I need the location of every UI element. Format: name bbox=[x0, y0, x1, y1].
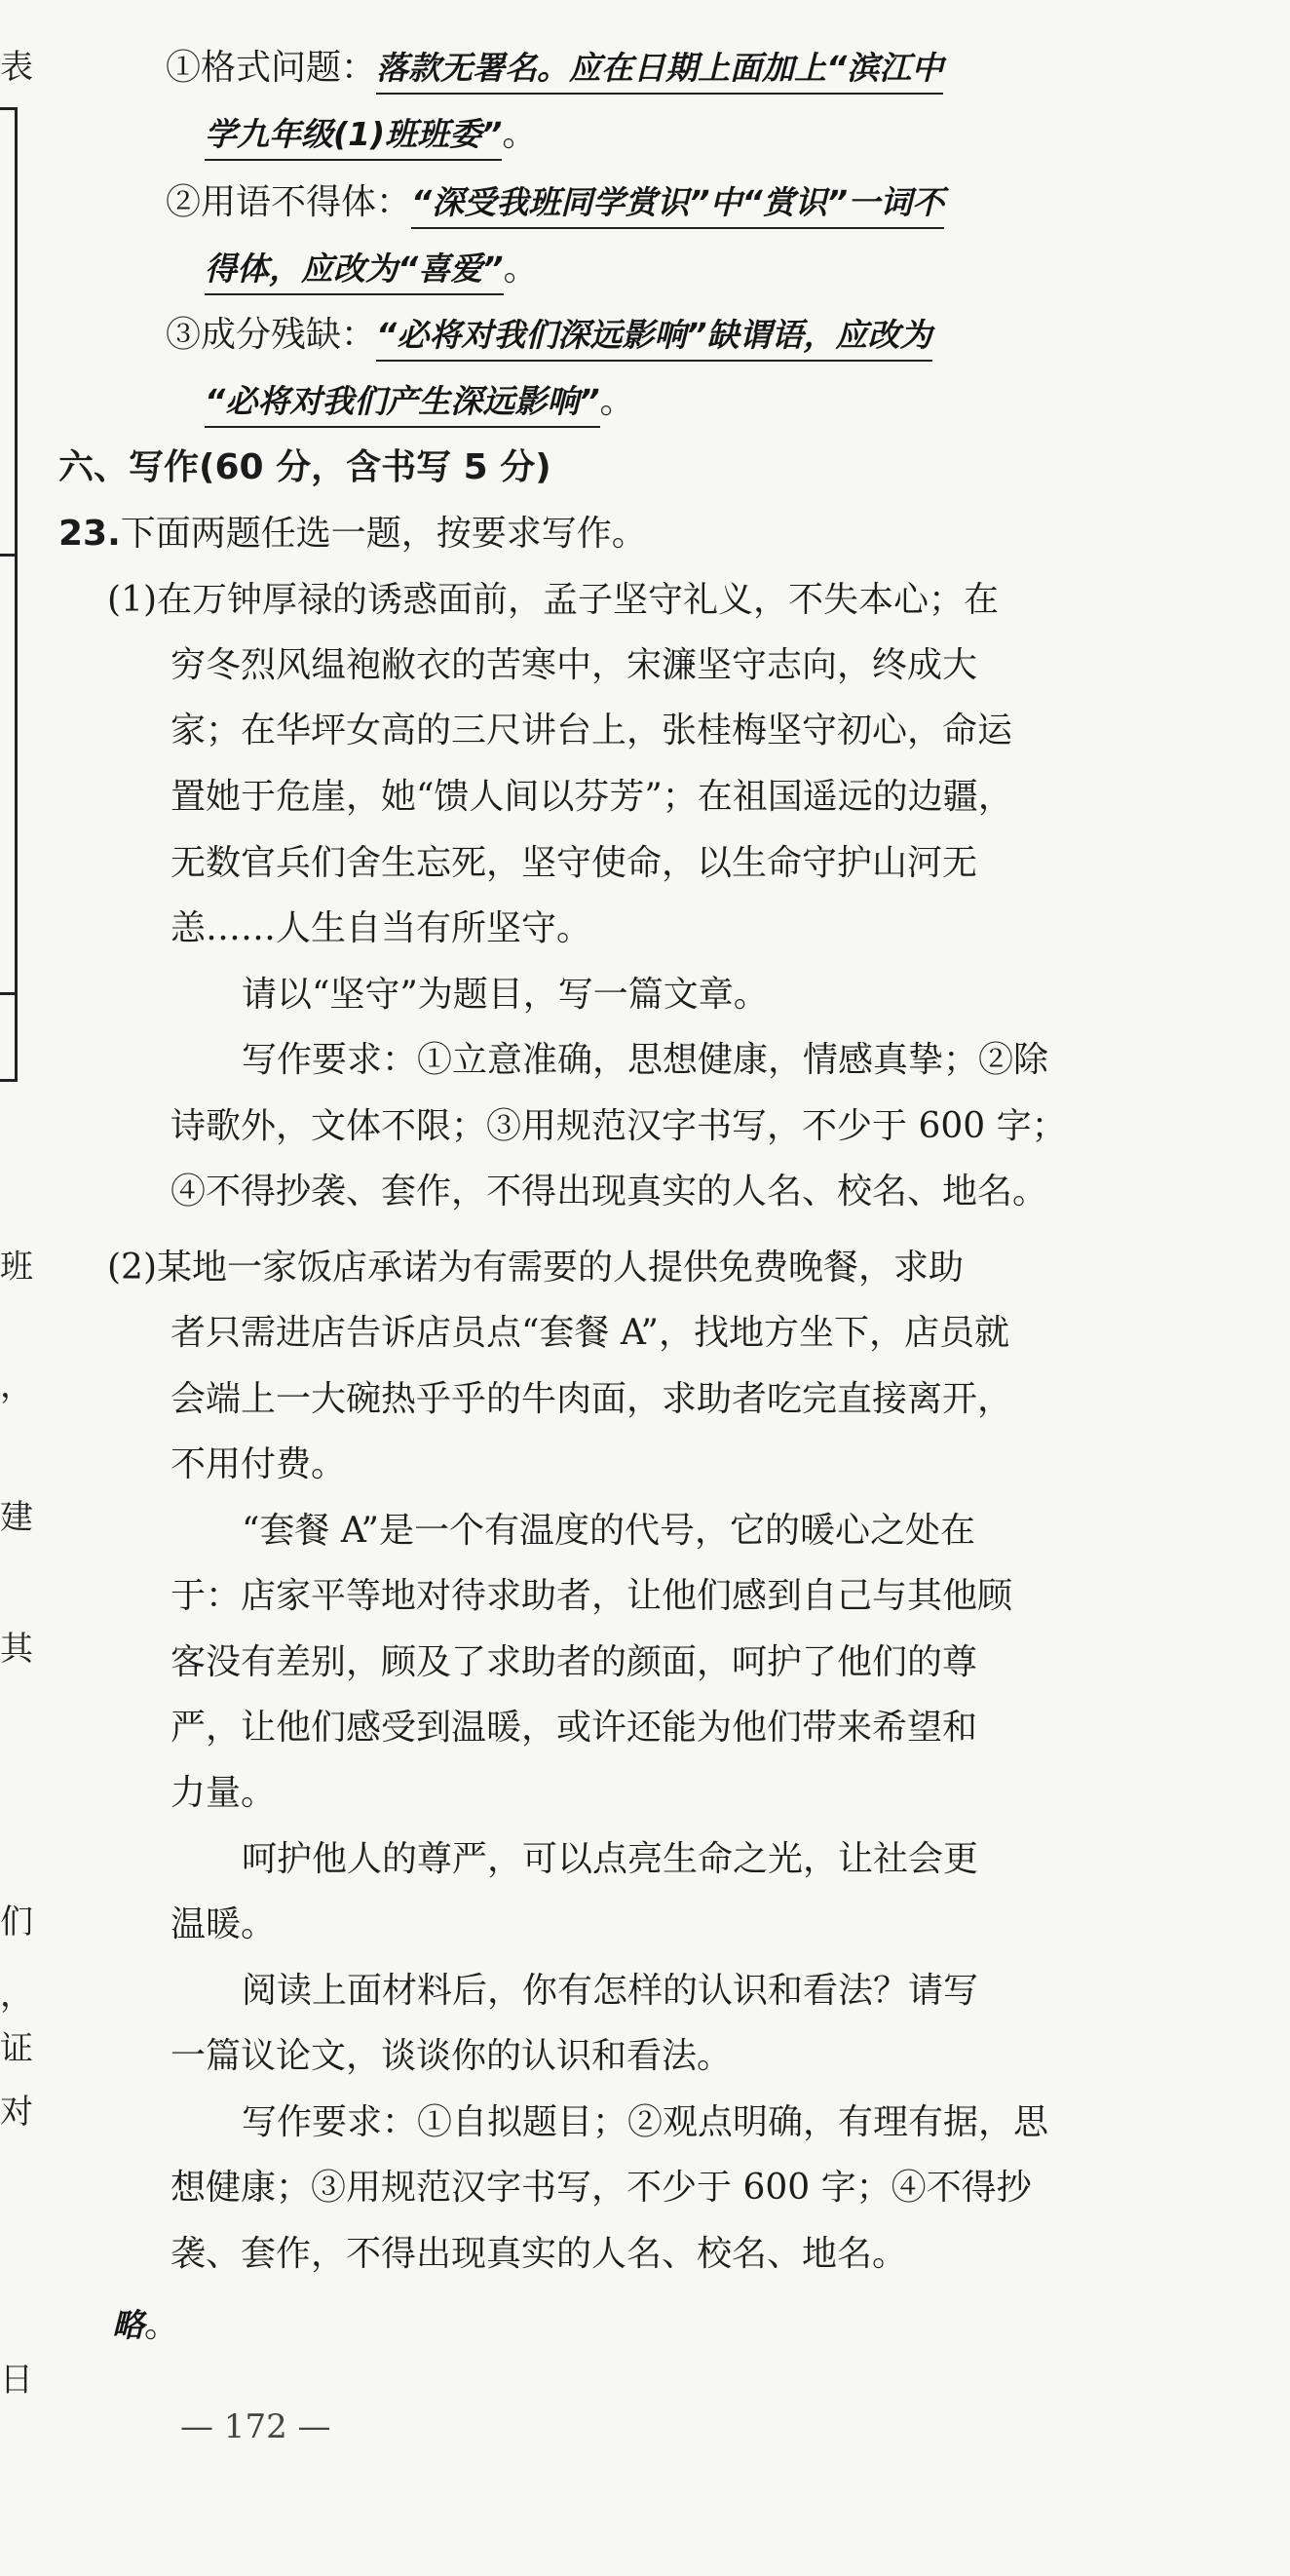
part1-line: (1)在万钟厚禄的诱惑面前，孟子坚守礼义，不失本心；在 bbox=[107, 580, 999, 620]
item3-line2 bbox=[205, 381, 635, 421]
item2-line2 bbox=[205, 251, 539, 287]
edge-char: 班 bbox=[0, 1248, 33, 1287]
item3-end: 。 bbox=[599, 381, 635, 421]
item2-prefix: ②用语不得体： bbox=[166, 182, 412, 222]
part2-line: 客没有差别，顾及了求助者的颜面，呵护了他们的尊 bbox=[171, 1642, 978, 1682]
part1-requirements: ④不得抄袭、套作，不得出现真实的人名、校名、地名。 bbox=[171, 1172, 1048, 1211]
item1-line1 bbox=[166, 48, 944, 88]
part2-line: 于：店家平等地对待求助者，让他们感到自己与其他顾 bbox=[171, 1576, 1013, 1616]
part1-line: 家；在华坪女高的三尺讲台上，张桂梅坚守初心，命运 bbox=[171, 711, 1013, 750]
edge-char: 们 bbox=[0, 1903, 33, 1942]
page-number: — 172 — bbox=[180, 2407, 331, 2446]
part2-line: 严，让他们感受到温暖，或许还能为他们带来希望和 bbox=[171, 1708, 978, 1748]
edge-char: ， bbox=[0, 1366, 33, 1405]
item1-prefix: ①格式问题： bbox=[166, 48, 377, 88]
part2-requirements: 袭、套作，不得出现真实的人名、校名、地名。 bbox=[171, 2234, 908, 2274]
part1-requirements: 写作要求：①立意准确，思想健康，情感真挚；②除 bbox=[242, 1040, 1049, 1080]
part1-line: 穷冬烈风缊袍敝衣的苦寒中，宋濂坚守志向，终成大 bbox=[171, 645, 978, 685]
item3-line1 bbox=[166, 315, 932, 355]
item1-answer: 落款无署名。应在日期上面加上“滨江中 bbox=[376, 49, 943, 95]
part1-line: 置她于危崖，她“馈人间以芬芳”；在祖国遥远的边疆， bbox=[171, 777, 1013, 817]
part2-line: 不用付费。 bbox=[171, 1444, 347, 1484]
item1-end: 。 bbox=[502, 114, 538, 154]
question-number: 23. bbox=[58, 514, 121, 554]
part2-requirements: 写作要求：①自拟题目；②观点明确，有理有据，思 bbox=[242, 2102, 1049, 2142]
part2-line: 者只需进店告诉店员点“套餐 A”，找地方坐下，店员就 bbox=[171, 1313, 1009, 1353]
item2-end: 。 bbox=[503, 249, 539, 288]
part1-prompt: 请以“坚守”为题目，写一篇文章。 bbox=[242, 975, 769, 1015]
item2-answer: “深受我班同学赏识”中“赏识”一词不 bbox=[411, 183, 944, 229]
question-23-stem bbox=[58, 514, 647, 554]
edge-char: 证 bbox=[0, 2029, 33, 2068]
item1-line2 bbox=[205, 114, 538, 154]
item3-answer-cont: “必将对我们产生深远影响” bbox=[205, 382, 600, 428]
edge-char: 建 bbox=[0, 1498, 33, 1537]
part2-requirements: 想健康；③用规范汉字书写，不少于 600 字；④不得抄 bbox=[171, 2168, 1032, 2208]
question-stem: 下面两题任选一题，按要求写作。 bbox=[120, 514, 647, 554]
part2-line: (2)某地一家饭店承诺为有需要的人提供免费晚餐，求助 bbox=[107, 1248, 964, 1288]
part2-line: 温暖。 bbox=[171, 1904, 277, 1944]
part1-line: 无数官兵们舍生忘死，坚守使命，以生命守护山河无 bbox=[171, 843, 978, 883]
frame-divider bbox=[0, 554, 15, 557]
edge-char: 对 bbox=[0, 2093, 33, 2132]
part2-prompt: 一篇议论文，谈谈你的认识和看法。 bbox=[171, 2036, 733, 2076]
answer-line bbox=[112, 2305, 180, 2345]
part2-prompt: 阅读上面材料后，你有怎样的认识和看法？请写 bbox=[242, 1971, 979, 2011]
item2-line1 bbox=[166, 182, 945, 222]
frame-divider bbox=[0, 992, 15, 995]
item1-answer-cont: 学九年级(1)班班委” bbox=[205, 115, 502, 161]
item3-answer: “必将对我们深远影响”缺谓语，应改为 bbox=[376, 316, 932, 362]
part2-line: 力量。 bbox=[171, 1773, 277, 1813]
section-title: 六、写作(60 分，含书写 5 分) bbox=[58, 447, 551, 487]
edge-char: 日 bbox=[0, 2361, 33, 2400]
edge-char: ， bbox=[0, 1976, 33, 2015]
part2-line: “套餐 A”是一个有温度的代号，它的暖心之处在 bbox=[242, 1511, 975, 1551]
answer-end: 。 bbox=[144, 2305, 180, 2345]
edge-char: 其 bbox=[0, 1630, 33, 1669]
part2-line: 呵护他人的尊严，可以点亮生命之光，让社会更 bbox=[242, 1839, 979, 1879]
part2-line: 会端上一大碗热乎乎的牛肉面，求助者吃完直接离开， bbox=[171, 1379, 1013, 1419]
adjacent-page-frame bbox=[0, 107, 18, 1082]
edge-char: 表 bbox=[0, 48, 33, 87]
item3-prefix: ③成分残缺： bbox=[166, 315, 377, 355]
answer-text: 略 bbox=[112, 2306, 144, 2344]
part1-requirements: 诗歌外，文体不限；③用规范汉字书写，不少于 600 字； bbox=[171, 1106, 1067, 1146]
part1-line: 恙……人生自当有所坚守。 bbox=[171, 908, 592, 948]
item2-answer-cont: 得体，应改为“喜爱” bbox=[205, 250, 504, 295]
